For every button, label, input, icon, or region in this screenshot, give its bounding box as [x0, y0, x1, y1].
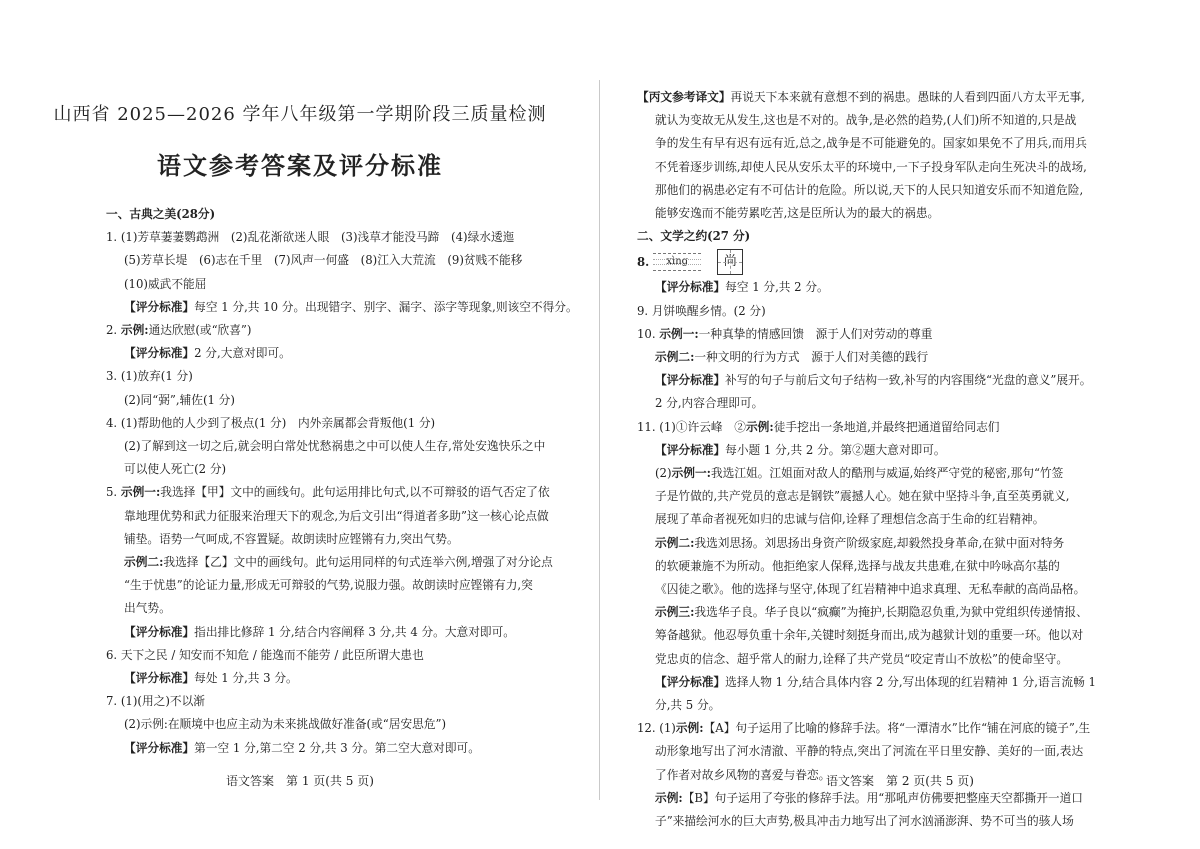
label-emphasis: 示例二: — [655, 535, 695, 550]
answer-line: 7. (1)(用之)不以渐 — [106, 694, 205, 709]
answer-line: 【评分标准】每空 1 分,共 2 分。 — [655, 280, 829, 295]
answer-line: “生于忧患”的论证力量,形成无可辩驳的气势,说服力强。故朗读时应铿锵有力,突 — [124, 578, 533, 593]
answer-line: (10)威武不能屈 — [124, 276, 207, 291]
answer-line: 子是竹做的,共产党员的意志是钢铁”震撼人心。她在狱中坚持斗争,直至英勇就义, — [655, 489, 1070, 504]
answer-line: (2)了解到这一切之后,就会明白常处忧愁祸患之中可以使人生存,常处安逸快乐之中 — [124, 439, 546, 454]
section-heading: 二、文学之约(27 分) — [637, 229, 751, 244]
answer-line: 展现了革命者视死如归的忠诚与信仰,诠释了理想信念高于生命的红岩精神。 — [655, 512, 1045, 527]
document-title: 语文参考答案及评分标准 — [157, 151, 443, 180]
label-emphasis: 示例: — [120, 323, 149, 338]
label-emphasis: 【评分标准】 — [124, 346, 195, 361]
answer-line: 靠地理优势和武力征服来治理天下的观念,为后文引出“得道者多助”这一核心论点做 — [124, 508, 549, 523]
answer-line: 动形象地写出了河水清澈、平静的特点,突出了河流在平日里安静、美好的一面,表达 — [655, 744, 1084, 759]
label-emphasis: 【评分标准】 — [124, 299, 195, 314]
answer-line: 9. 月饼唤醒乡情。(2 分) — [637, 303, 766, 318]
answer-line: 铺垫。语势一气呵成,不容置疑。故朗读时应铿锵有力,突出气势。 — [124, 531, 459, 546]
label-emphasis: 【评分标准】 — [124, 740, 195, 755]
pinyin-box — [653, 253, 701, 271]
label-emphasis: 【丙文参考译文】 — [637, 90, 731, 104]
answer-line: (5)芳草长堤 (6)志在千里 (7)风声一何盛 (8)江入大荒流 (9)贫贱不能移 — [124, 253, 523, 268]
label-emphasis: 示例一: — [659, 326, 699, 341]
answer-line: 【评分标准】每空 1 分,共 10 分。出现错字、别字、漏字、添字等现象,则该空不得分。 — [124, 299, 578, 314]
answer-line: 【评分标准】补写的句子与前后文句子结构一致,补写的内容围绕“光盘的意义”展开。 — [655, 373, 1092, 388]
label-emphasis: 示例: — [675, 721, 704, 736]
answer-line: 示例二:我选刘思扬。刘思扬出身资产阶级家庭,却毅然投身革命,在狱中面对特务 — [655, 535, 1065, 550]
label-emphasis: 【评分标准】 — [655, 280, 726, 295]
answer-page-2 — [600, 0, 1200, 849]
answer-line: 示例三:我选华子良。华子良以“疯癫”为掩护,长期隐忍负重,为狱中党组织传递情报、 — [655, 605, 1088, 620]
label-emphasis: 示例一: — [671, 466, 711, 481]
tianzige-box: 尚 — [717, 249, 743, 275]
answer-line: 【评分标准】每处 1 分,共 3 分。 — [124, 671, 298, 686]
answer-line: 【评分标准】第一空 1 分,第二空 2 分,共 3 分。第二空大意对即可。 — [124, 740, 480, 755]
answer-line: 【评分标准】每小题 1 分,共 2 分。第②题大意对即可。 — [655, 442, 946, 457]
answer-line: 1. (1)芳草萋萋鹦鹉洲 (2)乱花渐欲迷人眼 (3)浅草才能没马蹄 (4)绿水逶迤 — [106, 230, 515, 245]
answer-line: 【丙文参考译文】再说天下本来就有意想不到的祸患。愚昧的人看到四面八方太平无事, — [637, 90, 1085, 104]
label-emphasis: 示例一: — [120, 485, 161, 500]
answer-line: 可以使人死亡(2 分) — [124, 462, 227, 477]
answer-line: 子”来描绘河水的巨大声势,极具冲击力地写出了河水汹涌澎湃、势不可当的骇人场 — [655, 814, 1074, 829]
answer-line: 《囚徒之歌》。他的选择与坚守,体现了红岩精神中追求真理、无私奉献的高尚品格。 — [655, 582, 1086, 597]
answer-line: (2)示例一:我选江姐。江姐面对敌人的酷刑与威逼,始终严守党的秘密,那句“竹签 — [655, 466, 1064, 481]
answer-line: 2. 示例:通达欣慰(或“欣喜”) — [106, 323, 252, 338]
label-emphasis: 【评分标准】 — [124, 671, 195, 686]
page-1-body — [106, 203, 578, 760]
answer-line: 不凭着逐步训练,却使人民从安乐太平的环境中,一下子投身军队走向生死决斗的战场, — [655, 159, 1087, 174]
page-footer-2: 语文答案 第 2 页(共 5 页) — [826, 774, 974, 788]
page-footer-1: 语文答案 第 1 页(共 5 页) — [226, 774, 374, 788]
label-emphasis: 示例: — [745, 419, 774, 434]
answer-line: 的软硬兼施不为所动。他拒绝家人保释,选择与战友共患难,在狱中吟咏高尔基的 — [655, 558, 1060, 573]
label-emphasis: 示例二: — [124, 555, 164, 570]
answer-line: 【评分标准】2 分,大意对即可。 — [124, 346, 291, 361]
answer-line: 出气势。 — [124, 601, 171, 616]
section-heading: 一、古典之美(28分) — [106, 207, 216, 221]
answer-line: 10. 示例一:一种真挚的情感回馈 源于人们对劳动的尊重 — [637, 326, 933, 341]
answer-line: 6. 天下之民 / 知安而不知危 / 能逸而不能劳 / 此臣所谓大患也 — [106, 647, 424, 662]
answer-line: 就认为变故无从发生,这也是不对的。战争,是必然的趋势,(人们)所不知道的,只是战 — [655, 113, 1077, 128]
answer-line: 能够安逸而不能劳累吃苦,这是臣所认为的最大的祸患。 — [655, 206, 940, 221]
answer-line: 了作者对故乡风物的喜爱与眷恋。 — [655, 767, 831, 782]
answer-line: 分,共 5 分。 — [655, 698, 721, 713]
label-emphasis: 示例二: — [655, 350, 695, 365]
answer-line: 2 分,内容合理即可。 — [655, 396, 764, 411]
answer-line: 示例二:一种文明的行为方式 源于人们对美德的践行 — [655, 350, 929, 365]
answer-line: 【评分标准】指出排比修辞 1 分,结合内容阐释 3 分,共 4 分。大意对即可。 — [124, 624, 515, 639]
label-emphasis: 示例三: — [655, 605, 695, 620]
label-emphasis: 【评分标准】 — [655, 674, 726, 689]
label-emphasis: 【评分标准】 — [655, 373, 726, 388]
answer-line: 示例:【B】句子运用了夸张的修辞手法。用“那吼声仿佛要把整座天空都撕开一道口 — [655, 790, 1083, 805]
answer-line: 党忠贞的信念、超乎常人的耐力,诠释了共产党员“咬定青山不放松”的使命坚守。 — [655, 651, 1069, 666]
label-emphasis: 示例: — [655, 790, 683, 805]
answer-line: 3. (1)放弃(1 分) — [106, 369, 193, 384]
page-2-body — [637, 86, 1107, 833]
label-emphasis: 【评分标准】 — [655, 442, 726, 457]
question-8-answer — [637, 248, 1107, 276]
answer-line: 示例二:我选择【乙】文中的画线句。此句运用同样的句式连举六例,增强了对分论点 — [124, 555, 553, 570]
answer-line: (2)示例:在顺境中也应主动为未来挑战做好准备(或“居安思危”) — [124, 717, 447, 732]
answer-line: 那他们的祸患必定有不可估计的危险。所以说,天下的人民只知道安乐而不知道危险, — [655, 182, 1084, 197]
answer-line: 4. (1)帮助他的人少到了极点(1 分) 内外亲属都会背叛他(1 分) — [106, 415, 436, 430]
pinyin-text: xìng — [653, 253, 701, 271]
exam-title: 山西省 2025—2026 学年八年级第一学期阶段三质量检测 — [53, 104, 547, 125]
answer-line: 5. 示例一:我选择【甲】文中的画线句。此句运用排比句式,以不可辩驳的语气否定了依 — [106, 485, 550, 500]
label-emphasis: 【评分标准】 — [124, 624, 195, 639]
answer-line: 12. (1)示例:【A】句子运用了比喻的修辞手法。将“一潭清水”比作“铺在河底的镜子”,生 — [637, 721, 1091, 736]
answer-line: 11. (1)①许云峰 ②示例:徒手挖出一条地道,并最终把通道留给同志们 — [637, 419, 1000, 434]
answer-line: (2)同“弼”,辅佐(1 分) — [124, 392, 235, 407]
answer-line: 争的发生有早有迟有远有近,总之,战争是不可能避免的。国家如果免不了用兵,而用兵 — [655, 136, 1087, 151]
answer-line: 【评分标准】选择人物 1 分,结合具体内容 2 分,写出体现的红岩精神 1 分,语言流畅 1 — [655, 674, 1096, 689]
question-number: 8. — [637, 254, 650, 269]
answer-line: 筹备越狱。他忍辱负重十余年,关键时刻挺身而出,成为越狱计划的重要一环。他以对 — [655, 628, 1084, 643]
